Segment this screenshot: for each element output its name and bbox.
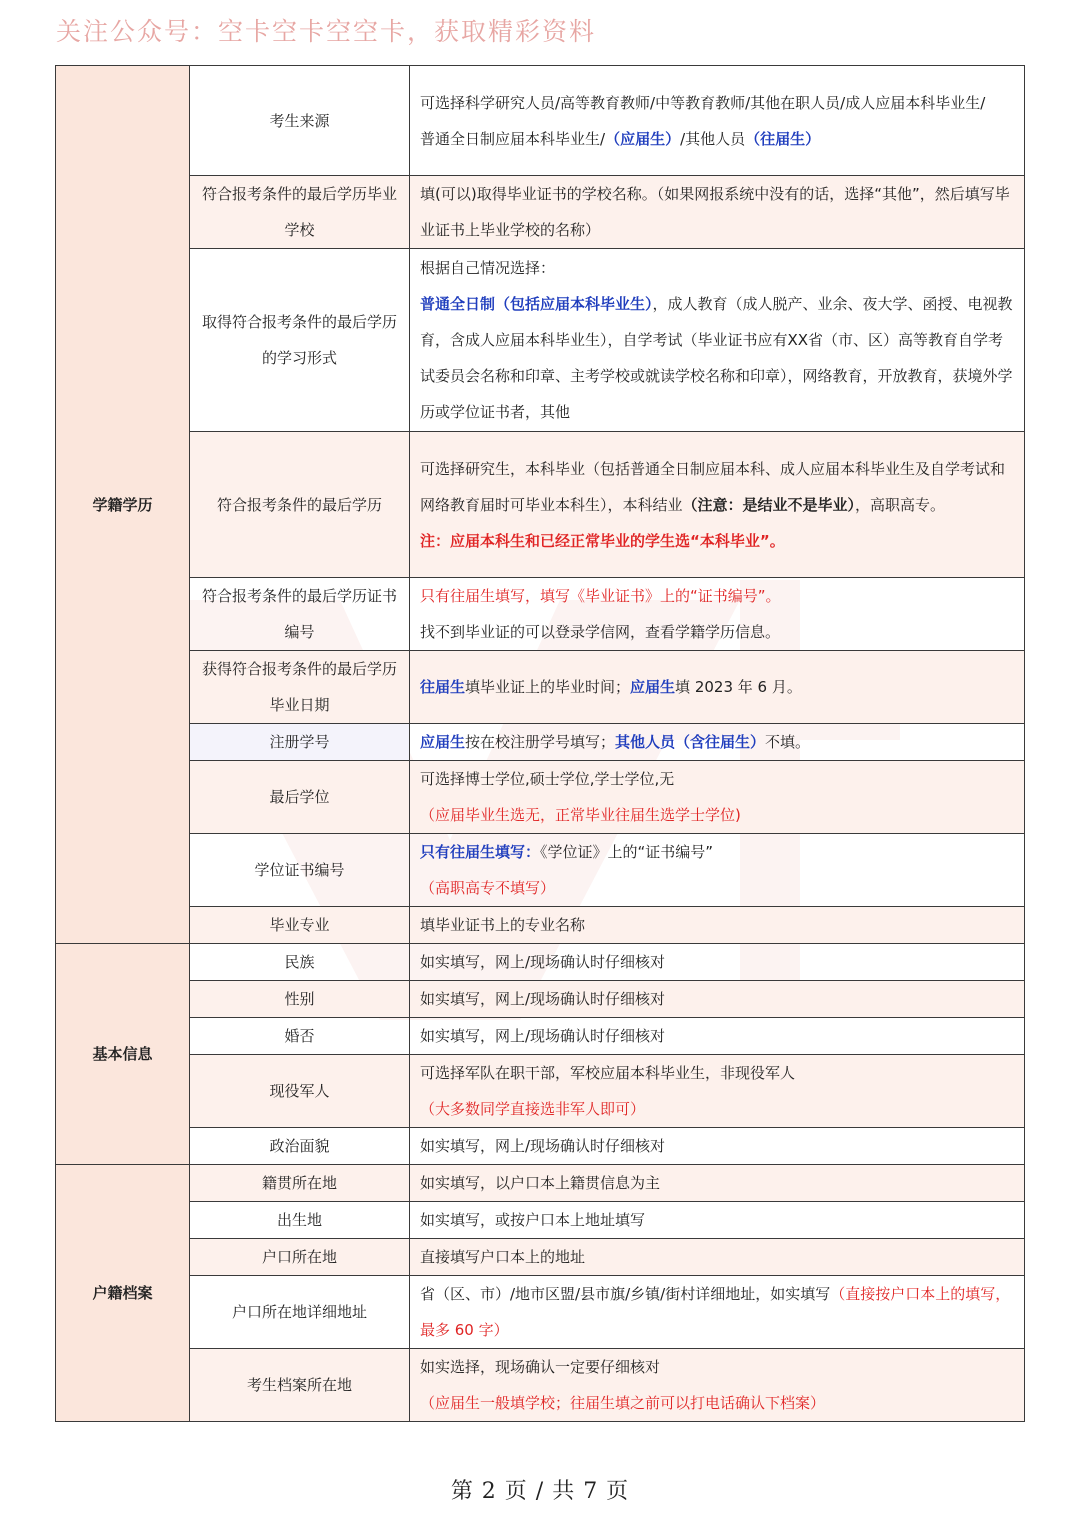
field-value: 填毕业证书上的专业名称 [410, 907, 1025, 944]
field-value: 往届生填毕业证上的毕业时间；应届生填 2023 年 6 月。 [410, 651, 1025, 724]
field-value: 可选择研究生，本科毕业（包括普通全日制应届本科、成人应届本科毕业生及自学考试和网络教育届时可毕业本科生），本科结业（注意：是结业不是毕业），高职高专。 注：应届本科生和已经正常毕业的学生选“本科毕业”。 [410, 432, 1025, 578]
field-label: 毕业专业 [190, 907, 410, 944]
field-value: 直接填写户口本上的地址 [410, 1239, 1025, 1276]
field-value: 填(可以)取得毕业证书的学校名称。（如果网报系统中没有的话，选择“其他”，然后填写毕业证书上毕业学校的名称） [410, 176, 1025, 249]
table-row [56, 1128, 1025, 1165]
field-value: 如实填写，或按户口本上地址填写 [410, 1202, 1025, 1239]
field-label: 户口所在地详细地址 [190, 1276, 410, 1349]
table-row [56, 1239, 1025, 1276]
table-row [56, 1202, 1025, 1239]
field-value: 如实填写，网上/现场确认时仔细核对 [410, 1128, 1025, 1165]
field-label: 符合报考条件的最后学历毕业学校 [190, 176, 410, 249]
page-number: 第 2 页 / 共 7 页 [450, 1479, 630, 1504]
table-row [56, 907, 1025, 944]
field-label: 现役军人 [190, 1055, 410, 1128]
field-label: 籍贯所在地 [190, 1165, 410, 1202]
field-label: 考生档案所在地 [190, 1349, 410, 1422]
table-row [56, 1165, 1025, 1202]
table-row [56, 1018, 1025, 1055]
field-value: 只有往届生填写：《学位证》上的“证书编号” （高职高专不填写） [410, 834, 1025, 907]
table-row [56, 724, 1025, 761]
field-value: 如实选择，现场确认一定要仔细核对 （应届生一般填学校；往届生填之前可以打电话确认下档案） [410, 1349, 1025, 1422]
table-row [56, 651, 1025, 724]
field-value: 可选择军队在职干部，军校应届本科毕业生，非现役军人 （大多数同学直接选非军人即可） [410, 1055, 1025, 1128]
field-label: 户口所在地 [190, 1239, 410, 1276]
field-value: 省（区、市）/地市区盟/县市旗/乡镇/街村详细地址，如实填写（直接按户口本上的填写，最多 60 字） [410, 1276, 1025, 1349]
section-huji-label: 户籍档案 [56, 1165, 190, 1422]
table-row [56, 1276, 1025, 1349]
field-value: 应届生按在校注册学号填写；其他人员（含往届生）不填。 [410, 724, 1025, 761]
table-row [56, 834, 1025, 907]
registration-info-table [55, 65, 1025, 1422]
table-row [56, 66, 1025, 176]
field-value: 只有往届生填写，填写《毕业证书》上的“证书编号”。 找不到毕业证的可以登录学信网，查看学籍学历信息。 [410, 578, 1025, 651]
table-row [56, 981, 1025, 1018]
field-label: 出生地 [190, 1202, 410, 1239]
table-row [56, 432, 1025, 578]
field-label: 获得符合报考条件的最后学历毕业日期 [190, 651, 410, 724]
field-label: 符合报考条件的最后学历证书编号 [190, 578, 410, 651]
field-label: 政治面貌 [190, 1128, 410, 1165]
table-row [56, 1349, 1025, 1422]
table-row [56, 944, 1025, 981]
table-row [56, 761, 1025, 834]
field-label: 符合报考条件的最后学历 [190, 432, 410, 578]
field-label: 考生来源 [190, 66, 410, 176]
field-label: 婚否 [190, 1018, 410, 1055]
table-row [56, 578, 1025, 651]
field-label: 最后学位 [190, 761, 410, 834]
field-value: 如实填写，以户口本上籍贯信息为主 [410, 1165, 1025, 1202]
field-value: 根据自己情况选择： 普通全日制（包括应届本科毕业生），成人教育（成人脱产、业余、夜大学、函授、电视教育，含成人应届本科毕业生），自学考试（毕业证书应有XX省（市、区）高等教育自学考试委员会名称和印章、主考学校或就读学校名称和印章），网络教育，开放教育，获境外学历或学位证书者，其他 [410, 249, 1025, 432]
field-value: 如实填写，网上/现场确认时仔细核对 [410, 1018, 1025, 1055]
field-value: 如实填写，网上/现场确认时仔细核对 [410, 981, 1025, 1018]
table-row [56, 176, 1025, 249]
header-watermark-text: 关注公众号：空卡空卡空空卡，获取精彩资料 [56, 17, 597, 46]
field-label: 学位证书编号 [190, 834, 410, 907]
field-label: 民族 [190, 944, 410, 981]
table-row [56, 1055, 1025, 1128]
field-label: 取得符合报考条件的最后学历的学习形式 [190, 249, 410, 432]
section-jiben-label: 基本信息 [56, 944, 190, 1165]
table-row [56, 249, 1025, 432]
field-value: 可选择博士学位,硕士学位,学士学位,无 （应届毕业生选无，正常毕业往届生选学士学位) [410, 761, 1025, 834]
field-value: 如实填写，网上/现场确认时仔细核对 [410, 944, 1025, 981]
field-label: 注册学号 [190, 724, 410, 761]
field-label: 性别 [190, 981, 410, 1018]
section-xueji-label: 学籍学历 [56, 66, 190, 944]
field-value: 可选择科学研究人员/高等教育教师/中等教育教师/其他在职人员/成人应届本科毕业生/ 普通全日制应届本科毕业生/（应届生）/其他人员（往届生） [410, 66, 1025, 176]
